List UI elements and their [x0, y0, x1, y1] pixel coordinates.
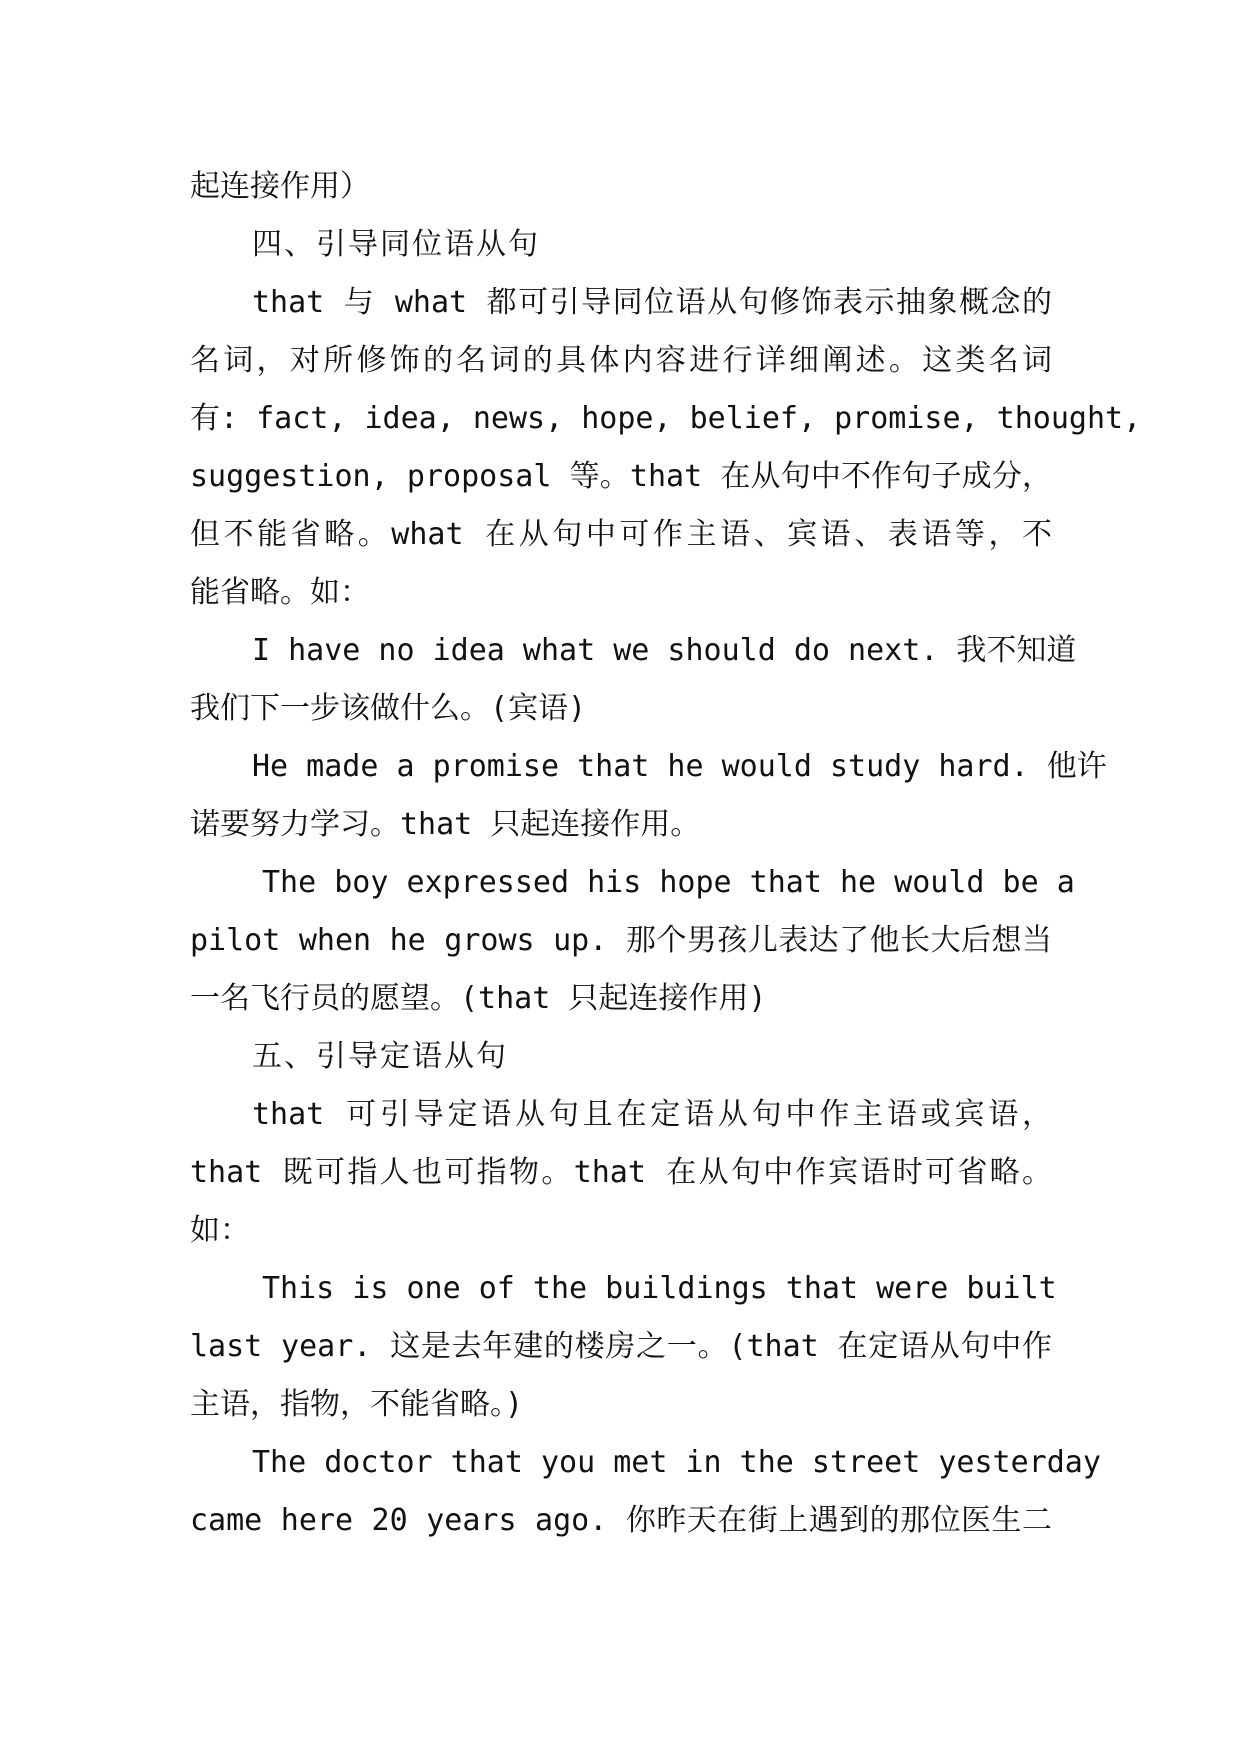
text-line: 如： [190, 1213, 250, 1248]
text-line: 一名飞行员的愿望。(that 只起连接作用) [190, 981, 767, 1016]
text-line: 能省略。如： [190, 575, 370, 610]
section-heading-five: 五、引导定语从句 [252, 1039, 508, 1074]
text-line: 诺要努力学习。that 只起连接作用。 [190, 807, 701, 842]
text-line: 我们下一步该做什么。(宾语) [190, 691, 587, 726]
text-line: 有: fact, idea, news, hope, belief, promise, thought, [190, 401, 1142, 436]
text-line: 名词，对所修饰的名词的具体内容进行详细阐述。这类名词 [190, 343, 1052, 378]
section-heading-four: 四、引导同位语从句 [252, 227, 540, 262]
text-line: 主语，指物，不能省略。) [190, 1387, 524, 1422]
text-line: that 可引导定语从句且在定语从句中作主语或宾语， [252, 1097, 1052, 1132]
text-line: 起连接作用） [190, 169, 370, 204]
text-line: that 既可指人也可指物。that 在从句中作宾语时可省略。 [190, 1155, 1052, 1190]
text-line: that 与 what 都可引导同位语从句修饰表示抽象概念的 [252, 285, 1052, 320]
example-sentence: The doctor that you met in the street yesterday [252, 1445, 1101, 1480]
text-line: last year. 这是去年建的楼房之一。(that 在定语从句中作 [190, 1329, 1052, 1364]
example-sentence: The boy expressed his hope that he would be a [262, 865, 1075, 900]
text-line: 但不能省略。what 在从句中可作主语、宾语、表语等，不 [190, 517, 1052, 552]
document-body [190, 158, 1142, 1550]
text-line: suggestion, proposal 等。that 在从句中不作句子成分， [190, 459, 1052, 494]
text-line: came here 20 years ago. 你昨天在街上遇到的那位医生二 [190, 1503, 1052, 1538]
example-sentence: He made a promise that he would study hard. 他许 [252, 749, 1107, 784]
text-line: pilot when he grows up. 那个男孩儿表达了他长大后想当 [190, 923, 1052, 958]
example-sentence: This is one of the buildings that were built [262, 1271, 1057, 1306]
example-sentence: I have no idea what we should do next. 我不知道 [252, 633, 1077, 668]
